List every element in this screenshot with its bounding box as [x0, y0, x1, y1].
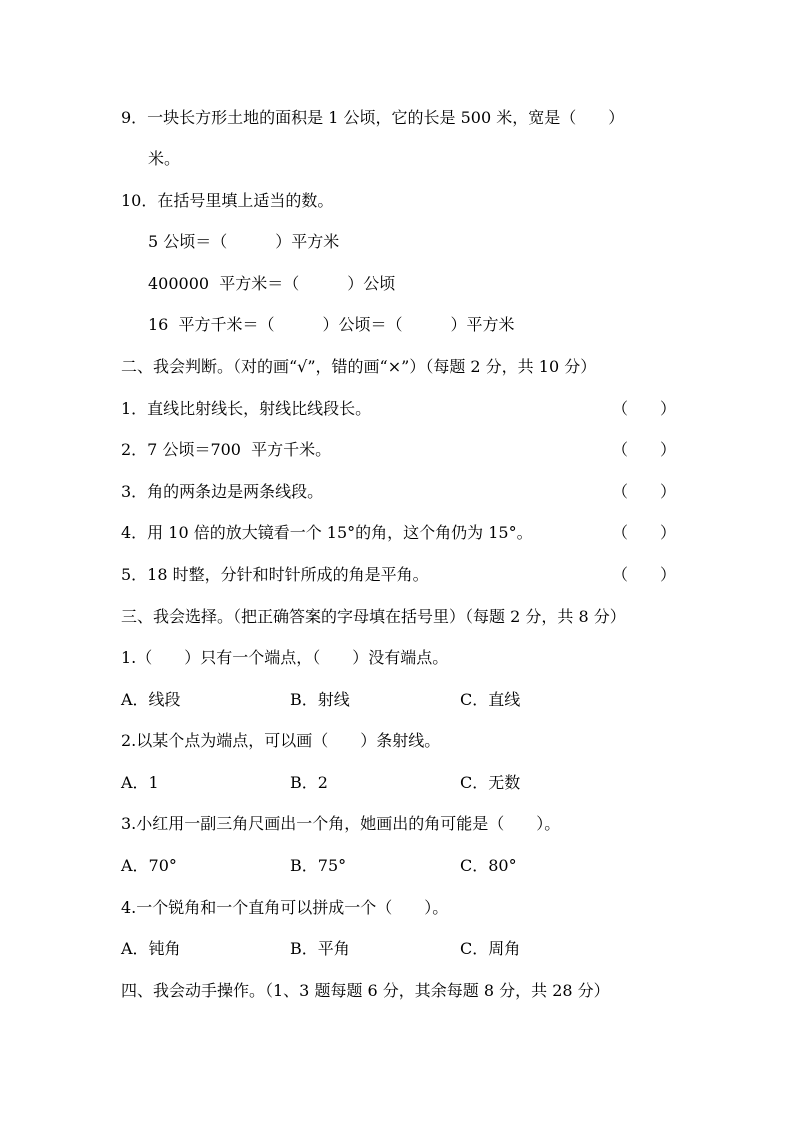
q9-line1: 9．一块长方形土地的面积是 1 公顷，它的长是 500 米，宽是（ ） [121, 108, 625, 127]
judge-answer-paren-3[interactable]: （ ） [612, 482, 677, 501]
choice-q4-option-c[interactable]: C．周角 [460, 939, 521, 958]
choice-q2-stem: 2.以某个点为端点，可以画（ ）条射线。 [121, 731, 441, 750]
judge-heading: 二、我会判断。（对的画“√”，错的画“×”）（每题 2 分，共 10 分） [121, 357, 597, 376]
judge-item-4: 4．用 10 倍的放大镜看一个 15°的角，这个角仍为 15°。 [121, 523, 533, 542]
choice-q1-option-b[interactable]: B．射线 [290, 690, 350, 709]
judge-item-2: 2．7 公顷＝700 平方千米。 [121, 440, 332, 459]
judge-answer-paren-5[interactable]: （ ） [612, 565, 677, 584]
q10-item-c: 16 平方千米＝（ ）公顷＝（ ）平方米 [148, 315, 515, 334]
judge-answer-paren-4[interactable]: （ ） [612, 523, 677, 542]
choice-q1-stem: 1.（ ）只有一个端点，（ ）没有端点。 [121, 648, 449, 667]
judge-answer-paren-1[interactable]: （ ） [612, 399, 677, 418]
choice-heading: 三、我会选择。（把正确答案的字母填在括号里）（每题 2 分，共 8 分） [121, 607, 626, 626]
choice-q3-option-c[interactable]: C．80° [460, 856, 517, 875]
choice-q4-stem: 4.一个锐角和一个直角可以拼成一个（ ）。 [121, 898, 449, 917]
q10-item-a: 5 公顷＝（ ）平方米 [148, 232, 340, 251]
choice-q2-option-b[interactable]: B．2 [290, 773, 328, 792]
choice-q1-option-a[interactable]: A．线段 [121, 690, 181, 709]
choice-q3-option-b[interactable]: B．75° [290, 856, 347, 875]
q10-title: 10．在括号里填上适当的数。 [121, 191, 334, 210]
judge-item-5: 5．18 时整，分针和时针所成的角是平角。 [121, 565, 429, 584]
choice-q4-option-a[interactable]: A．钝角 [121, 939, 181, 958]
choice-q3-stem: 3.小红用一副三角尺画出一个角，她画出的角可能是（ ）。 [121, 814, 561, 833]
choice-q3-option-a[interactable]: A．70° [121, 856, 177, 875]
judge-answer-paren-2[interactable]: （ ） [612, 440, 677, 459]
operate-heading: 四、我会动手操作。（1、3 题每题 6 分，其余每题 8 分，共 28 分） [121, 981, 610, 1000]
choice-q2-option-a[interactable]: A．1 [121, 773, 159, 792]
judge-item-1: 1．直线比射线长，射线比线段长。 [121, 399, 372, 418]
q9-line2: 米。 [148, 149, 181, 168]
choice-q1-option-c[interactable]: C．直线 [460, 690, 521, 709]
choice-q2-option-c[interactable]: C．无数 [460, 773, 521, 792]
judge-item-3: 3．角的两条边是两条线段。 [121, 482, 324, 501]
choice-q4-option-b[interactable]: B．平角 [290, 939, 350, 958]
q10-item-b: 400000 平方米＝（ ）公顷 [148, 274, 396, 293]
